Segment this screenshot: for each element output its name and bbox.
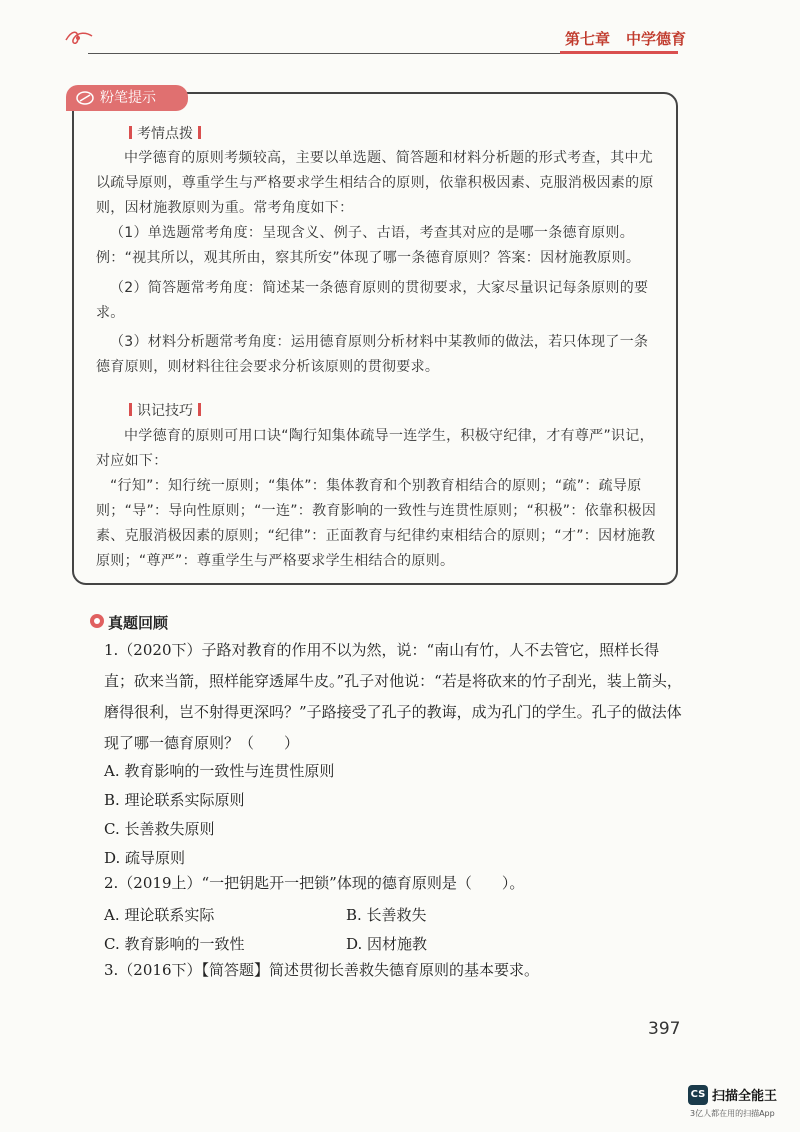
paragraph: 中学德育的原则考频较高，主要以单选题、简答题和材料分析题的形式考查，其中尤以疏导原则，尊重学生与严格要求学生相结合的原则，依靠积极因素、克服消极因素的原则，因材施教原则为重。常考角度如下： [96, 150, 654, 216]
q1-option-c: C. 长善救失原则 [104, 820, 215, 838]
question-1: 1.（2020下）子路对教育的作用不以为然，说：“南山有竹，人不去管它，照样长得直；砍来当箭，照样能穿透犀牛皮。”孔子对他说：“若是将砍来的竹子刮光，装上箭头，磨得很利，岂不射得更深吗？”子路接受了孔子的教诲，成为孔门的学生。孔子的做法体现了哪一德育原则？（ ） [104, 641, 682, 752]
tip-label-text: 粉笔提示 [100, 90, 156, 106]
header-rule-accent [560, 51, 678, 54]
q2-option-c: C. 教育影响的一致性 [104, 935, 245, 953]
paragraph: 中学德育的原则可用口诀“陶行知集体疏导一连学生，积极守纪律，才有尊严”识记，对应如下： [96, 428, 654, 469]
camscanner-logo: CS [688, 1085, 708, 1105]
q1-option-b: B. 理论联系实际原则 [104, 791, 245, 809]
question-2: 2.（2019上）“一把钥匙开一把锁”体现的德育原则是（ ）。 [104, 874, 525, 892]
q2-option-a: A. 理论联系实际 [104, 906, 215, 924]
paragraph: （3）材料分析题常考角度：运用德育原则分析材料中某教师的做法，若只体现了一条德育原则，则材料往往会要求分析该原则的贯彻要求。 [96, 334, 649, 375]
q2-option-d: D. 因材施教 [346, 935, 428, 953]
watermark-name: 扫描全能王 [712, 1089, 778, 1104]
section-heading-exam: 考情点拨 [124, 123, 206, 143]
watermark-tagline: 3亿人都在用的扫描App [690, 1109, 775, 1118]
page-number: 397 [648, 1019, 681, 1039]
paragraph: （1）单选题常考角度：呈现含义、例子、古语，考查其对应的是哪一条德育原则。例：“视其所以，观其所由，察其所安”体现了哪一条德育原则？答案：因材施教原则。 [96, 225, 641, 266]
review-heading: 真题回顾 [108, 614, 169, 632]
question-3: 3.（2016下）【简答题】简述贯彻长善救失德育原则的基本要求。 [104, 961, 539, 979]
chalk-icon [76, 90, 94, 106]
tip-label [66, 85, 188, 111]
q1-option-d: D. 疏导原则 [104, 849, 186, 867]
q1-option-a: A. 教育影响的一致性与连贯性原则 [104, 762, 335, 780]
ribbon-decoration-icon [64, 28, 94, 48]
chapter-label: 第七章 [565, 30, 611, 48]
paragraph: “行知”：知行统一原则；“集体”：集体教育和个别教育相结合的原则；“疏”：疏导原则；“导”：导向性原则；“一连”：教育影响的一致性与连贯性原则；“积极”：依靠积极因素、克服消极因素的原则；“纪律”：正面教育与纪律约束相结合的原则；“才”：因材施教原则；“尊严”：尊重学生与严格要求学生相结合的原则。 [96, 478, 657, 569]
chapter-title: 中学德育 [626, 30, 687, 48]
review-icon [90, 614, 104, 628]
header-rule [88, 53, 560, 54]
paragraph: （2）简答题常考角度：简述某一条德育原则的贯彻要求，大家尽量识记每条原则的要求。 [96, 280, 649, 321]
q2-option-b: B. 长善救失 [346, 906, 427, 924]
section-heading-memory: 识记技巧 [124, 400, 206, 420]
